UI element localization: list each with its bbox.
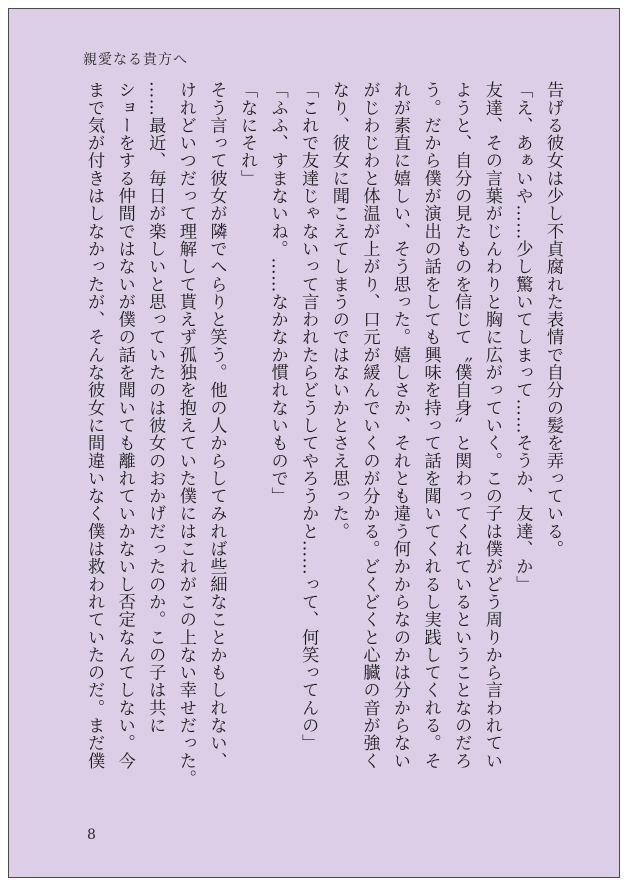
text-line-7: がじわじわと体温が上がり、口元が緩んでいくのが分かる。どくどくと心臓の音が強く: [359, 81, 380, 770]
text-line-13: けれどいつだって理解して貰えず孤独を抱えていた僕にはこれがこの上ない幸せだった。: [175, 81, 196, 787]
text-line-4: ようと、自分の見たものを信じて〝僕自身〟と関わってくれているということなのだろ: [451, 81, 472, 770]
text-line-1: 告げる彼女は少し不貞腐れた表情で自分の髪を弄っている。: [543, 81, 563, 558]
running-title: 親愛なる貴方へ: [83, 52, 188, 68]
text-line-10: 「ふふ、すまないね。……なかなか慣れないもので」: [267, 81, 288, 505]
text-line-9: 「これで友達じゃないって言われたらどうしてやろうかと……って、何笑ってんの」: [298, 81, 319, 752]
text-line-6: れが素直に嬉しい、そう思った。嬉しさか、それとも違う何かからなのかは分からない: [390, 81, 411, 770]
text-line-5: う。だから僕が演出の話をしても興味を持って話を聞いてくれるし実践してくれる。そ: [420, 81, 441, 770]
text-line-8: なり、彼女に聞こえてしまうのではないかとさえ思った。: [328, 81, 349, 540]
text-line-12: そう言って彼女が隣でへらりと笑う。他の人からしてみれば些細なことかもしれない、: [206, 81, 227, 770]
text-line-11: 「なにそれ」: [237, 81, 258, 187]
text-line-14: ……最近、毎日が楽しいと思っていたのは彼女のおかげだったのか。この子は共に: [145, 81, 166, 735]
page-number: 8: [87, 827, 96, 843]
vertical-body-text: [73, 81, 568, 801]
book-page: [8, 8, 620, 878]
text-line-16: まで気が付きはしなかったが、そんな彼女に間違いなく僕は救われていたのだ。まだ僕: [84, 81, 105, 770]
text-line-15: ショーをする仲間ではないが僕の話を聞いても離れていかないし否定なんてしない。今: [114, 81, 135, 770]
text-line-2: 「え、あぁいや……少し驚いてしまって……そうか、友達、か」: [512, 81, 533, 593]
text-line-3: 友達、その言葉がじんわりと胸に広がっていく。この子は僕がどう周りから言われてい: [481, 81, 502, 770]
